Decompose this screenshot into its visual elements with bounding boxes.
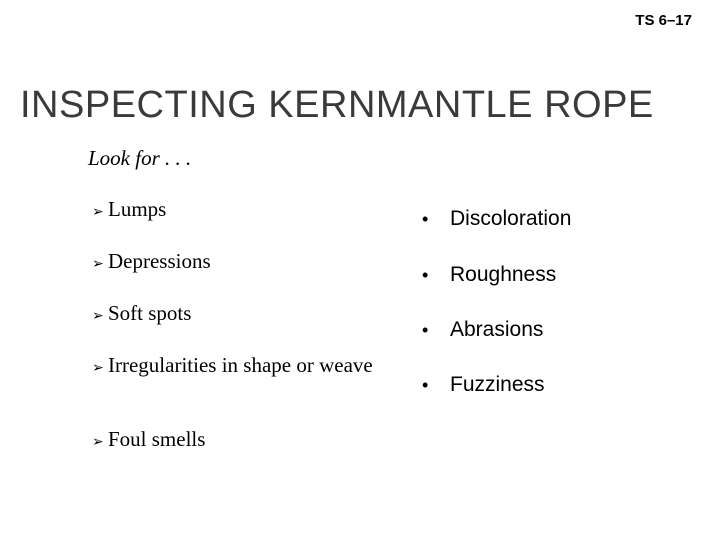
- bullet-dot-icon: •: [422, 209, 429, 229]
- list-item-label: Foul smells: [108, 427, 206, 451]
- pointing-arrow-icon: ➢: [92, 309, 104, 324]
- list-item: [88, 428, 205, 450]
- bullet-dot-icon: •: [422, 320, 429, 340]
- slide-number: TS 6–17: [635, 12, 692, 29]
- list-item: [422, 206, 571, 232]
- list-item-label: Soft spots: [108, 301, 192, 325]
- list-item-label: Fuzziness: [450, 373, 545, 396]
- list-item: [422, 372, 545, 398]
- bullet-dot-icon: •: [422, 265, 429, 285]
- bullet-dot-icon: •: [422, 375, 429, 395]
- intro-text: Look for . . .: [88, 146, 192, 170]
- pointing-arrow-icon: ➢: [92, 435, 104, 450]
- pointing-arrow-icon: ➢: [92, 257, 104, 272]
- list-item-label: Discoloration: [450, 207, 572, 230]
- list-item: [88, 250, 211, 272]
- list-item: [88, 302, 191, 324]
- list-item-label: Roughness: [450, 263, 557, 286]
- list-item: [422, 317, 543, 343]
- slide-title: INSPECTING KERNMANTLE ROPE: [20, 84, 654, 126]
- list-item-label: Irregularities in shape or weave: [108, 353, 373, 377]
- list-item: [88, 354, 378, 376]
- list-item-label: Lumps: [108, 197, 167, 221]
- list-item-label: Depressions: [108, 249, 211, 273]
- pointing-arrow-icon: ➢: [92, 205, 104, 220]
- list-item-label: Abrasions: [450, 318, 544, 341]
- list-item: [422, 262, 556, 288]
- list-item: [88, 198, 166, 220]
- pointing-arrow-icon: ➢: [92, 361, 104, 376]
